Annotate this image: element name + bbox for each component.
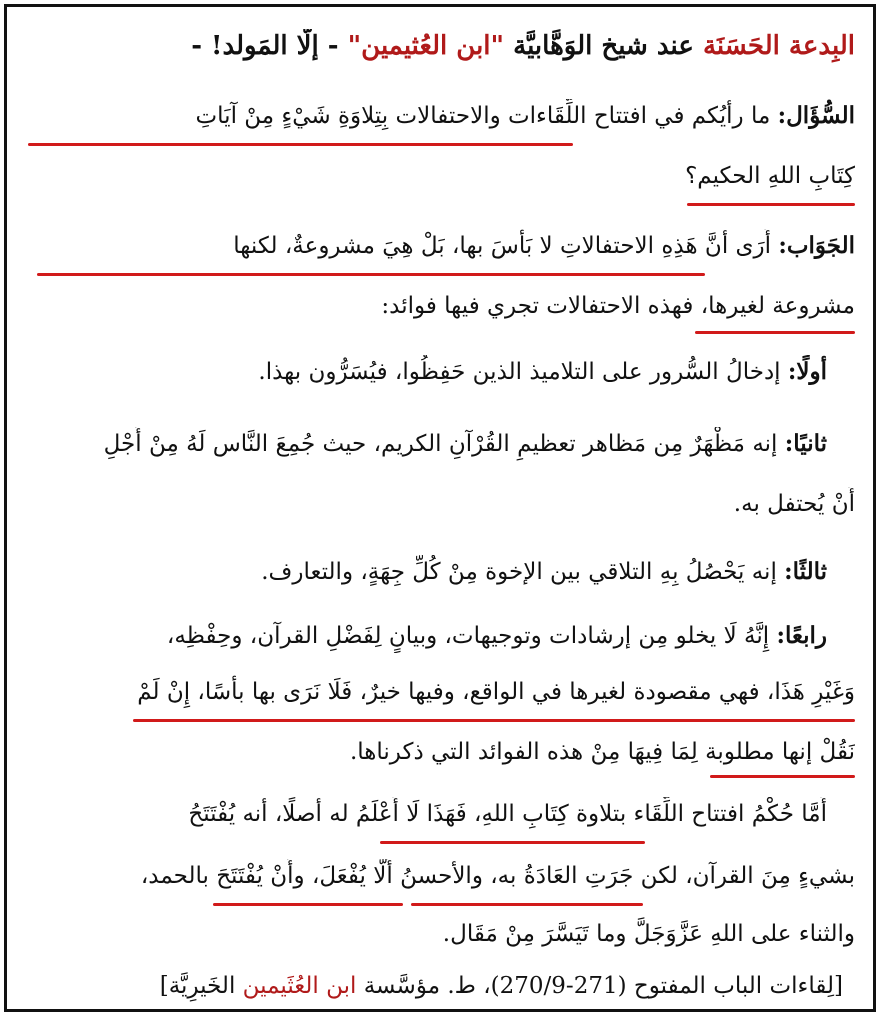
point-fourth-label: رابعًا: xyxy=(776,622,827,649)
point-first xyxy=(25,355,827,389)
point-third xyxy=(25,555,827,589)
underline-answer-1 xyxy=(37,273,705,276)
ruling-line-1 xyxy=(25,797,827,831)
question-line-2 xyxy=(25,159,855,193)
title-bida-hasana: البِدعة الحَسَنَة xyxy=(702,31,855,61)
point-fourth-line-2 xyxy=(25,675,855,709)
point-first-label: أولًا: xyxy=(787,358,827,385)
underline-fourth-2 xyxy=(133,719,855,722)
point-fourth-text-3: نَقُلْ إنها مطلوبة لِمَا فِيهَا مِنْ هذه الفوائد التي ذكرناها. xyxy=(349,739,855,765)
point-second-text-2: أَنْ يُحتفل به. xyxy=(733,491,855,517)
point-second-label: ثانيًا: xyxy=(784,430,827,457)
point-fourth-line-1 xyxy=(25,619,827,653)
question-text-2: كِتَابِ اللهِ الحكيم؟ xyxy=(685,163,855,189)
title-ibn-uthaymin: "ابن العُثيمين" xyxy=(347,31,505,61)
underline-question-2 xyxy=(687,203,855,206)
ruling-line-2 xyxy=(25,859,855,893)
question-text-1: ما رأيُكم في افتتاح اللِّقَاءات والاحتفالات بِتِلاوَةِ شَيْءٍ مِنْ آيَاتِ xyxy=(195,103,778,129)
point-first-text: إدخالُ السُّرور على التلاميذ الذين حَفِظُوا، فيُسَرُّون بهذا. xyxy=(258,359,788,385)
ruling-text-2: بشيءٍ مِنَ القرآن، لكن جَرَتِ العَادَةُ به، والأحسنُ أَلَّا يُفْعَلَ، وأَنْ يُفْتَتَحَ بالحمد، xyxy=(140,863,855,889)
point-second-line-2 xyxy=(25,487,855,521)
ruling-line-3 xyxy=(25,917,855,951)
answer-line-2 xyxy=(25,289,855,323)
question-label: السُّؤَال: xyxy=(777,102,855,129)
ruling-text-3: والثناء على اللهِ عَزَّوَجَلَّ وما تَيَسَّرَ مِنْ مَقَال. xyxy=(442,921,855,947)
document-frame xyxy=(4,4,876,1012)
point-second-text-1: إنه مَظْهَرٌ مِن مَظاهر تعظيمِ القُرْآنِ الكريم، حيث جُمِعَ النَّاس لَهُ مِنْ أَجْلِ xyxy=(103,431,785,457)
title-middle: عند شيخ الوَهَّابيَّة xyxy=(504,31,703,61)
point-third-text: إنه يَحْصُلُ بِهِ التلاقي بين الإخوة مِنْ كُلِّ جِهَةٍ، والتعارف. xyxy=(261,559,785,585)
source-text-1: [لِقاءات الباب المفتوح (271-270/9)، ط. مؤسَّسة xyxy=(356,973,843,999)
underline-answer-2 xyxy=(695,331,855,334)
point-third-label: ثالثًا: xyxy=(784,558,827,585)
source-citation xyxy=(25,969,843,1003)
answer-label: الجَوَاب: xyxy=(778,232,855,259)
source-text-2: الخَيرِيَّة] xyxy=(159,973,243,999)
answer-text-2: مشروعة لغيرها، فهذه الاحتفالات تجري فيها فوائد: xyxy=(381,293,855,319)
title-end: - إلَّا المَولد! - xyxy=(191,31,348,61)
document-body xyxy=(7,7,873,1009)
question-line-1 xyxy=(25,99,855,133)
point-fourth-line-3 xyxy=(25,735,855,769)
document-title xyxy=(25,29,855,63)
underline-ruling-1 xyxy=(380,841,645,844)
underline-ruling-2a xyxy=(411,903,643,906)
point-second-line-1 xyxy=(25,427,827,461)
underline-fourth-3 xyxy=(710,775,855,778)
ruling-text-1: أَمَّا حُكْمُ افتتاح اللِّقَاء بتلاوة كِتَابِ اللهِ، فَهَذَا لَا أَعْلَمُ له أصلًا، أنه يُفْتَتَحُ xyxy=(188,801,827,827)
answer-line-1 xyxy=(25,229,855,263)
point-fourth-text-1: إِنَّهُ لَا يخلو مِن إرشادات وتوجيهات، وبيانٍ لِفَضْلِ القرآن، وحِفْظِه، xyxy=(166,623,777,649)
underline-question-1 xyxy=(28,143,573,146)
source-ibn-uthaymin: ابن العُثَيمين xyxy=(242,973,357,999)
underline-ruling-2b xyxy=(213,903,403,906)
point-fourth-text-2: وَغَيْرِ هَذَا، فهي مقصودة لغيرها في الواقع، وفيها خيرٌ، فَلَا نَرَى بها بأسًا، إِنْ لَمْ xyxy=(137,679,855,705)
answer-text-1: أَرَى أنَّ هَذِهِ الاحتفالاتِ لا بَأْسَ بها، بَلْ هِيَ مشروعةٌ، لكنها xyxy=(233,233,779,259)
